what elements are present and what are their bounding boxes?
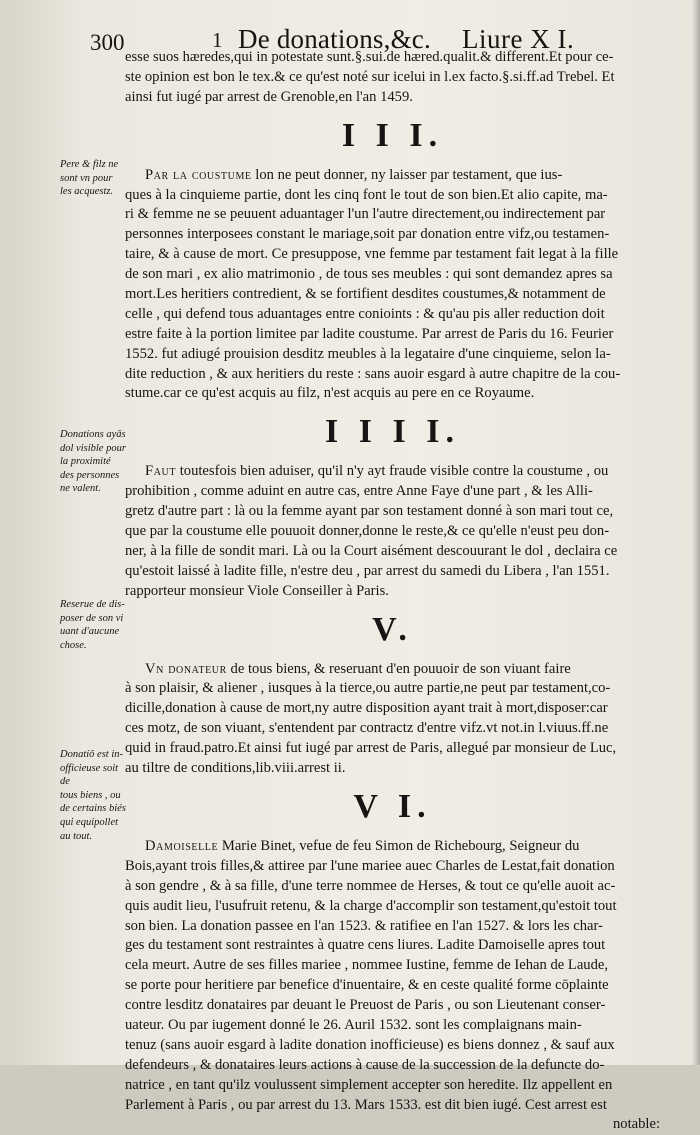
text-line: ques à la cinquieme partie, dont les cinq font le tout de son bien.Et alio capite, ma- <box>125 186 608 203</box>
book-label: Liure X I. <box>462 24 575 54</box>
text-fragment: de tous biens, & reseruant d'en pouuoir de son viuant faire <box>226 660 571 677</box>
lead-words: Faut <box>145 463 177 480</box>
text-line: quis audit lieu, l'usufruit retenu, & la charge d'accomplir son testament,qu'estoit tout <box>125 897 617 914</box>
text-line: gretz d'autre part : là ou la femme ayant par son testament donné à son mari tout ce, <box>125 503 614 520</box>
margin-note-line: poser de son vi <box>60 612 124 624</box>
text-line: mort.Les heritiers contredient, & se fortifient desdites coustumes,& notamment de <box>125 286 606 303</box>
margin-note-line: de certains biés <box>60 803 126 815</box>
text-line: prohibition , comme aduint en autre cas, entre Anne Faye d'une part , & les Alli- <box>125 483 593 500</box>
text-line: celle , qui defend tous aduantages entre conioints : & qu'au pis aller reduction doit <box>125 305 605 322</box>
text-line: contre lesditz donataires par deuant le Preuost de Paris , ou son Lieutenant conser- <box>125 997 606 1014</box>
margin-note-section-6 <box>60 748 126 843</box>
text-line: ri & femme ne se peuuent aduantager l'un l'autre directement,ou indirectement par <box>125 206 606 223</box>
running-title: De donations,&c. <box>238 24 431 54</box>
text-fragment: Marie Binet, vefue de feu Simon de Richebourg, Seigneur du <box>218 837 580 854</box>
text-line: uateur. Ou par iugement donné le 26. Auril 1532. sont les complaignans main- <box>125 1016 582 1033</box>
text-line: dite reduction , & aux heritiers du reste : sans auoir esgard à autre chapitre de la cou- <box>125 365 621 382</box>
text-line: ner, à la fille de sondit mari. Là ou la Court aisément descouurant le dol , declaira ce <box>125 542 618 559</box>
margin-note-line: dol visible pour <box>60 442 126 454</box>
main-text <box>125 48 660 1135</box>
text-line: defendeurs , & donataires leurs actions à cause de la succession de la defuncte do- <box>125 1056 605 1073</box>
margin-note-line: Pere & filz ne <box>60 159 119 170</box>
section-heading-6: V I. <box>353 787 432 825</box>
lead-words: Vn donateur <box>145 660 227 677</box>
lead-words: Par la coustume <box>145 166 252 183</box>
margin-note-line: chose. <box>60 639 87 651</box>
chapter-number: 1 <box>212 28 223 52</box>
text-line: quid in fraud.patro.Et ainsi fut iugé par arrest de Paris, allegué par monsieur de Luc, <box>125 740 617 757</box>
margin-note-line: tous biens , ou <box>60 789 121 801</box>
margin-note-line: officieuse soit de <box>60 762 119 788</box>
text-line: ges du testament sont restraintes à quatre cens liures. Ladite Damoiselle apres tout <box>125 937 606 954</box>
margin-note-line: sont vn pour <box>60 172 113 184</box>
text-line: que par la coustume elle pouuoit donner,donne le reste,& ce qu'elle n'eust peu don- <box>125 523 610 540</box>
text-line: estre faite à la portion limitee par ladite coustume. Par arrest de Paris du 16. Feurier <box>125 325 614 342</box>
text-line: à son plaisir, & aliener , iusques à la tierce,ou autre partie,ne peut par testament,co- <box>125 680 611 697</box>
text-line <box>125 837 660 857</box>
text-line <box>125 462 660 482</box>
page-number: 300 <box>90 30 125 55</box>
text-line: tenuz (sans auoir esgard à ladite donation inofficieuse) es biens donnez , & sauf aux <box>125 1036 615 1053</box>
text-line: natrice , en tant qu'ilz voulussent simplement accepter son heredite. Ilz appellent en <box>125 1076 613 1093</box>
text-line: taire, & à cause de mort. Ce presuppose, vne femme par testament fait legat à la fille <box>125 246 619 263</box>
margin-note-line: qui equipollet <box>60 816 119 828</box>
margin-note-section-4 <box>60 428 126 496</box>
text-line: dicille,donation à cause de mort,ny autre disposition ayant trait à mort,disposer:car <box>125 700 608 717</box>
text-line: à son gendre , & à sa fille, d'une terre nommee de Herses, & tout ce qu'elle auoit ac- <box>125 877 616 894</box>
catchword: notable: <box>612 1116 660 1133</box>
margin-note-line: ne valent. <box>60 483 101 495</box>
text-line: son bien. La donation passee en l'an 1523. & ratifiee en l'an 1527. & lors les char- <box>125 917 603 934</box>
text-line: personnes interposees constant le mariage,soit par donation entre vifz,ou testamen- <box>125 226 610 243</box>
text-line: 1552. fut adiugé prouision desditz meubles à la legataire d'une cinquieme, selon la- <box>125 345 611 362</box>
text-fragment: toutesfois bien aduiser, qu'il n'y ayt fraude visible contre la coustume , ou <box>176 463 609 480</box>
margin-note-section-5 <box>60 598 126 652</box>
text-line: ces motz, de son viuant, s'entendent par contractz d'entre vifz.vt not.in l.viuus.ff.ne <box>125 720 609 737</box>
margin-note-line: la proximité <box>60 456 111 468</box>
text-line: qu'estoit laissé à ladite fille, n'estre deu , par arrest du samedi du Libera , l'an 1551. <box>125 562 610 579</box>
margin-note-section-3 <box>60 158 126 199</box>
text-line: Bois,ayant trois filles,& attiree par l'une mariee auec Charles de Lestat,fait donation <box>125 857 615 874</box>
text-fragment: lon ne peut donner, ny laisser par testament, que ius- <box>251 166 563 183</box>
margin-note-line: uant d'aucune <box>60 626 120 638</box>
text-line: Parlement à Paris , ou par arrest du 13. Mars 1533. est dit bien iugé. Cest arrest est <box>125 1096 607 1113</box>
text-line <box>125 660 660 680</box>
text-line: ainsi fut iugé par arrest de Grenoble,en l'an 1459. <box>125 88 413 105</box>
text-line: se porte pour heritiere par benefice d'inuentaire, & en ceste qualité forme cōplainte <box>125 977 609 994</box>
text-line: stume.car ce qu'est acquis au filz, n'est acquis au pere en ce Royaume. <box>125 385 535 402</box>
margin-note-line: Donatiō est in- <box>60 749 123 760</box>
text-line: esse suos hæredes,qui in potestate sunt.§.sui.de hæred.qualit.& different.Et pour ce- <box>125 49 614 65</box>
text-line: de son mari , ex alio matrimonio , de tous ses meubles : qui sont demandez apres sa <box>125 266 613 283</box>
margin-note-line: les acquestz. <box>60 186 114 198</box>
lead-words: Damoiselle <box>145 837 219 854</box>
text-line: au tiltre de conditions,lib.viii.arrest ii. <box>125 760 346 777</box>
section-heading-4: I I I I. <box>325 413 460 451</box>
text-line: ste opinion est bon le tex.& ce qu'est noté sur icelui in l.ex facto.§.si.ff.ad Trebel. Et <box>125 68 615 85</box>
margin-note-line: Donations ayās <box>60 429 126 440</box>
margin-note-line: Reserue de dis- <box>60 599 125 610</box>
section-heading-3: I I I. <box>341 116 444 154</box>
text-line <box>125 166 660 186</box>
text-line: rapporteur monsieur Viole Conseiller à Paris. <box>125 582 389 599</box>
margin-note-line: au tout. <box>60 830 93 842</box>
margin-note-line: des personnes <box>60 469 120 481</box>
text-line: cela meurt. Autre de ses filles mariee , nommee Iustine, femme de Iehan de Laude, <box>125 957 609 974</box>
section-heading-5: V. <box>372 610 413 648</box>
page-edge-shadow <box>692 0 700 1065</box>
